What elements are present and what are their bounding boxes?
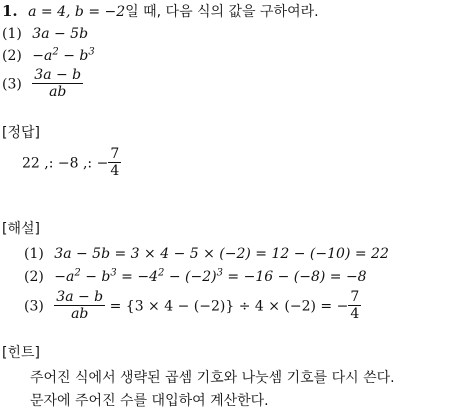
- item-label: (1): [2, 26, 22, 42]
- item-expr-b: − b: [58, 48, 89, 64]
- item-expr: 3a − 5b: [32, 26, 89, 42]
- solution-fraction-2: [348, 289, 361, 322]
- s2-e3: 2: [158, 267, 165, 279]
- hint-line-1: 주어진 식에서 생략된 곱셈 기호와 나눗셈 기호를 다시 쓴다.: [30, 370, 395, 386]
- hint-line-2: 문자에 주어진 수를 대입하여 계산한다.: [30, 393, 269, 409]
- solution-label: (1): [24, 246, 44, 262]
- s3-frac-num: 7: [350, 289, 360, 305]
- answer-header: [정답]: [2, 125, 40, 141]
- s3-num: 3a − b: [56, 289, 104, 305]
- item-label: (3): [2, 76, 22, 93]
- solution-label: (2): [24, 269, 44, 285]
- solution-fraction-1: [54, 289, 105, 322]
- solution-line-3: [24, 290, 361, 323]
- answer-frac-num: 7: [110, 146, 120, 162]
- hint-header: [힌트]: [2, 345, 40, 361]
- s3-den: ab: [71, 306, 89, 322]
- solution-label: (3): [24, 298, 44, 315]
- problem-statement: [2, 2, 319, 21]
- s3-frac-den: 4: [350, 306, 360, 322]
- problem-item-2: [2, 47, 95, 65]
- item-exp-2: 3: [88, 46, 95, 58]
- problem-number: 1.: [2, 2, 18, 20]
- solution-line-2: [24, 268, 367, 286]
- answer-text: 22 ,: −8 ,: −: [22, 155, 109, 172]
- s2-a: −a: [54, 269, 75, 285]
- item-fraction: [32, 67, 83, 100]
- item-exp-1: 2: [52, 46, 59, 58]
- item-expr-a: −a: [32, 48, 53, 64]
- problem-item-3: [2, 68, 83, 101]
- solution-header: [해설]: [2, 221, 40, 237]
- solution-line-1: [24, 245, 389, 263]
- answer-fraction: [108, 146, 121, 179]
- s3-mid: = {3 × 4 − (−2)} ÷ 4 × (−2) = −: [105, 298, 349, 315]
- fraction-denominator: ab: [49, 84, 67, 100]
- s2-e4: 3: [216, 267, 223, 279]
- s2-e1: 2: [74, 267, 81, 279]
- s2-c: = −4: [116, 269, 158, 285]
- problem-given: a = 4, b = −2: [28, 4, 126, 20]
- answer-line: [22, 147, 121, 180]
- s2-e2: 3: [110, 267, 117, 279]
- problem-item-1: [2, 25, 88, 43]
- problem-instruction: 일 때, 다음 식의 값을 구하여라.: [125, 4, 319, 20]
- item-label: (2): [2, 48, 22, 64]
- fraction-numerator: 3a − b: [34, 67, 82, 83]
- s2-b: − b: [80, 269, 111, 285]
- s2-d: − (−2): [164, 269, 217, 285]
- s2-f: = −16 − (−8) = −8: [222, 269, 367, 285]
- solution-expr-1: 3a − 5b = 3 × 4 − 5 × (−2) = 12 − (−10) = 22: [54, 246, 389, 262]
- answer-frac-den: 4: [110, 163, 120, 179]
